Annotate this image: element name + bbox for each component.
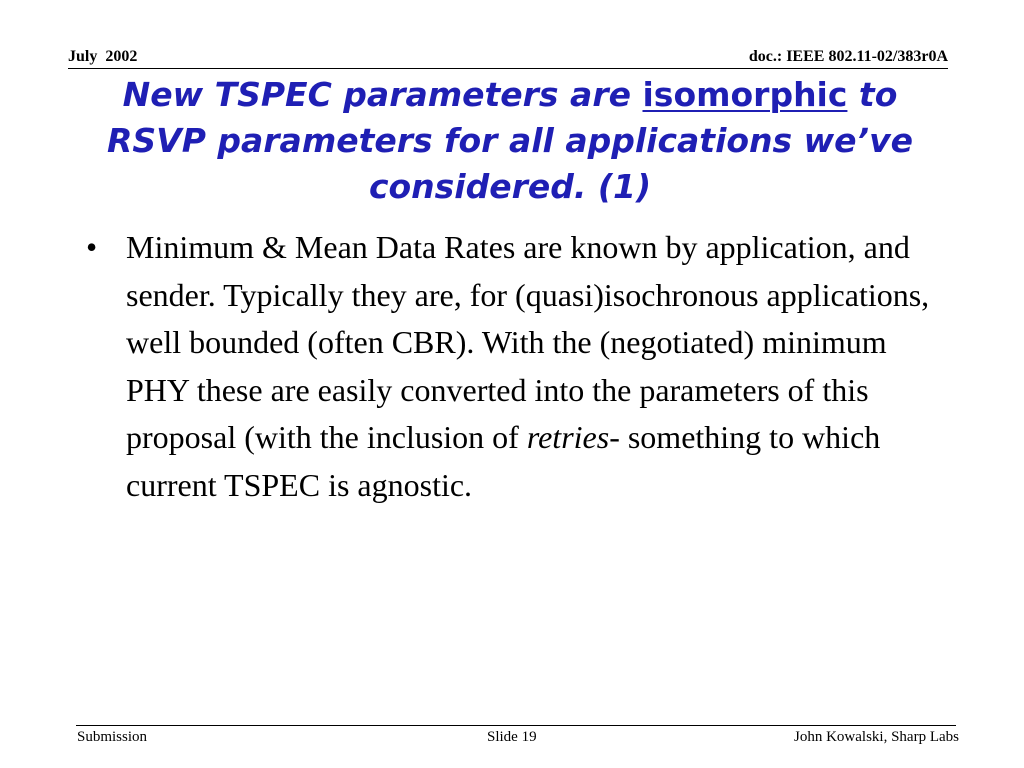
header-date: July 2002 [68, 48, 138, 65]
bullet-icon: • [86, 229, 98, 265]
bullet-text-part-2: - something to which current TSPEC is agnostic. [126, 419, 881, 503]
footer-slide-number: Slide 19 [487, 729, 537, 745]
bullet-text-part-1: Minimum & Mean Data Rates are known by application, and sender. Typically they are, for (quasi)isochronous applications, well bounded (often CBR). With the (negotiated) minimum PHY these are easily converted into the parameters of this proposal (with the inclusion of [126, 229, 930, 455]
slide-header [68, 44, 948, 66]
slide-body [86, 224, 936, 509]
header-divider [68, 68, 948, 69]
title-part-2: to RSVP parameters for all applications we’ve considered. (1) [107, 75, 913, 206]
footer-divider [76, 725, 956, 726]
footer-submission: Submission [77, 729, 148, 745]
footer-author: John Kowalski, Sharp Labs [794, 729, 959, 745]
header-doc-id: doc.: IEEE 802.11-02/383r0A [748, 48, 948, 65]
title-part-1: New TSPEC parameters are [122, 75, 643, 114]
slide-title [70, 72, 950, 210]
bullet-emphasis: retries [526, 419, 610, 455]
title-underlined-word: isomorphic [642, 75, 848, 114]
bullet-item [86, 224, 936, 509]
